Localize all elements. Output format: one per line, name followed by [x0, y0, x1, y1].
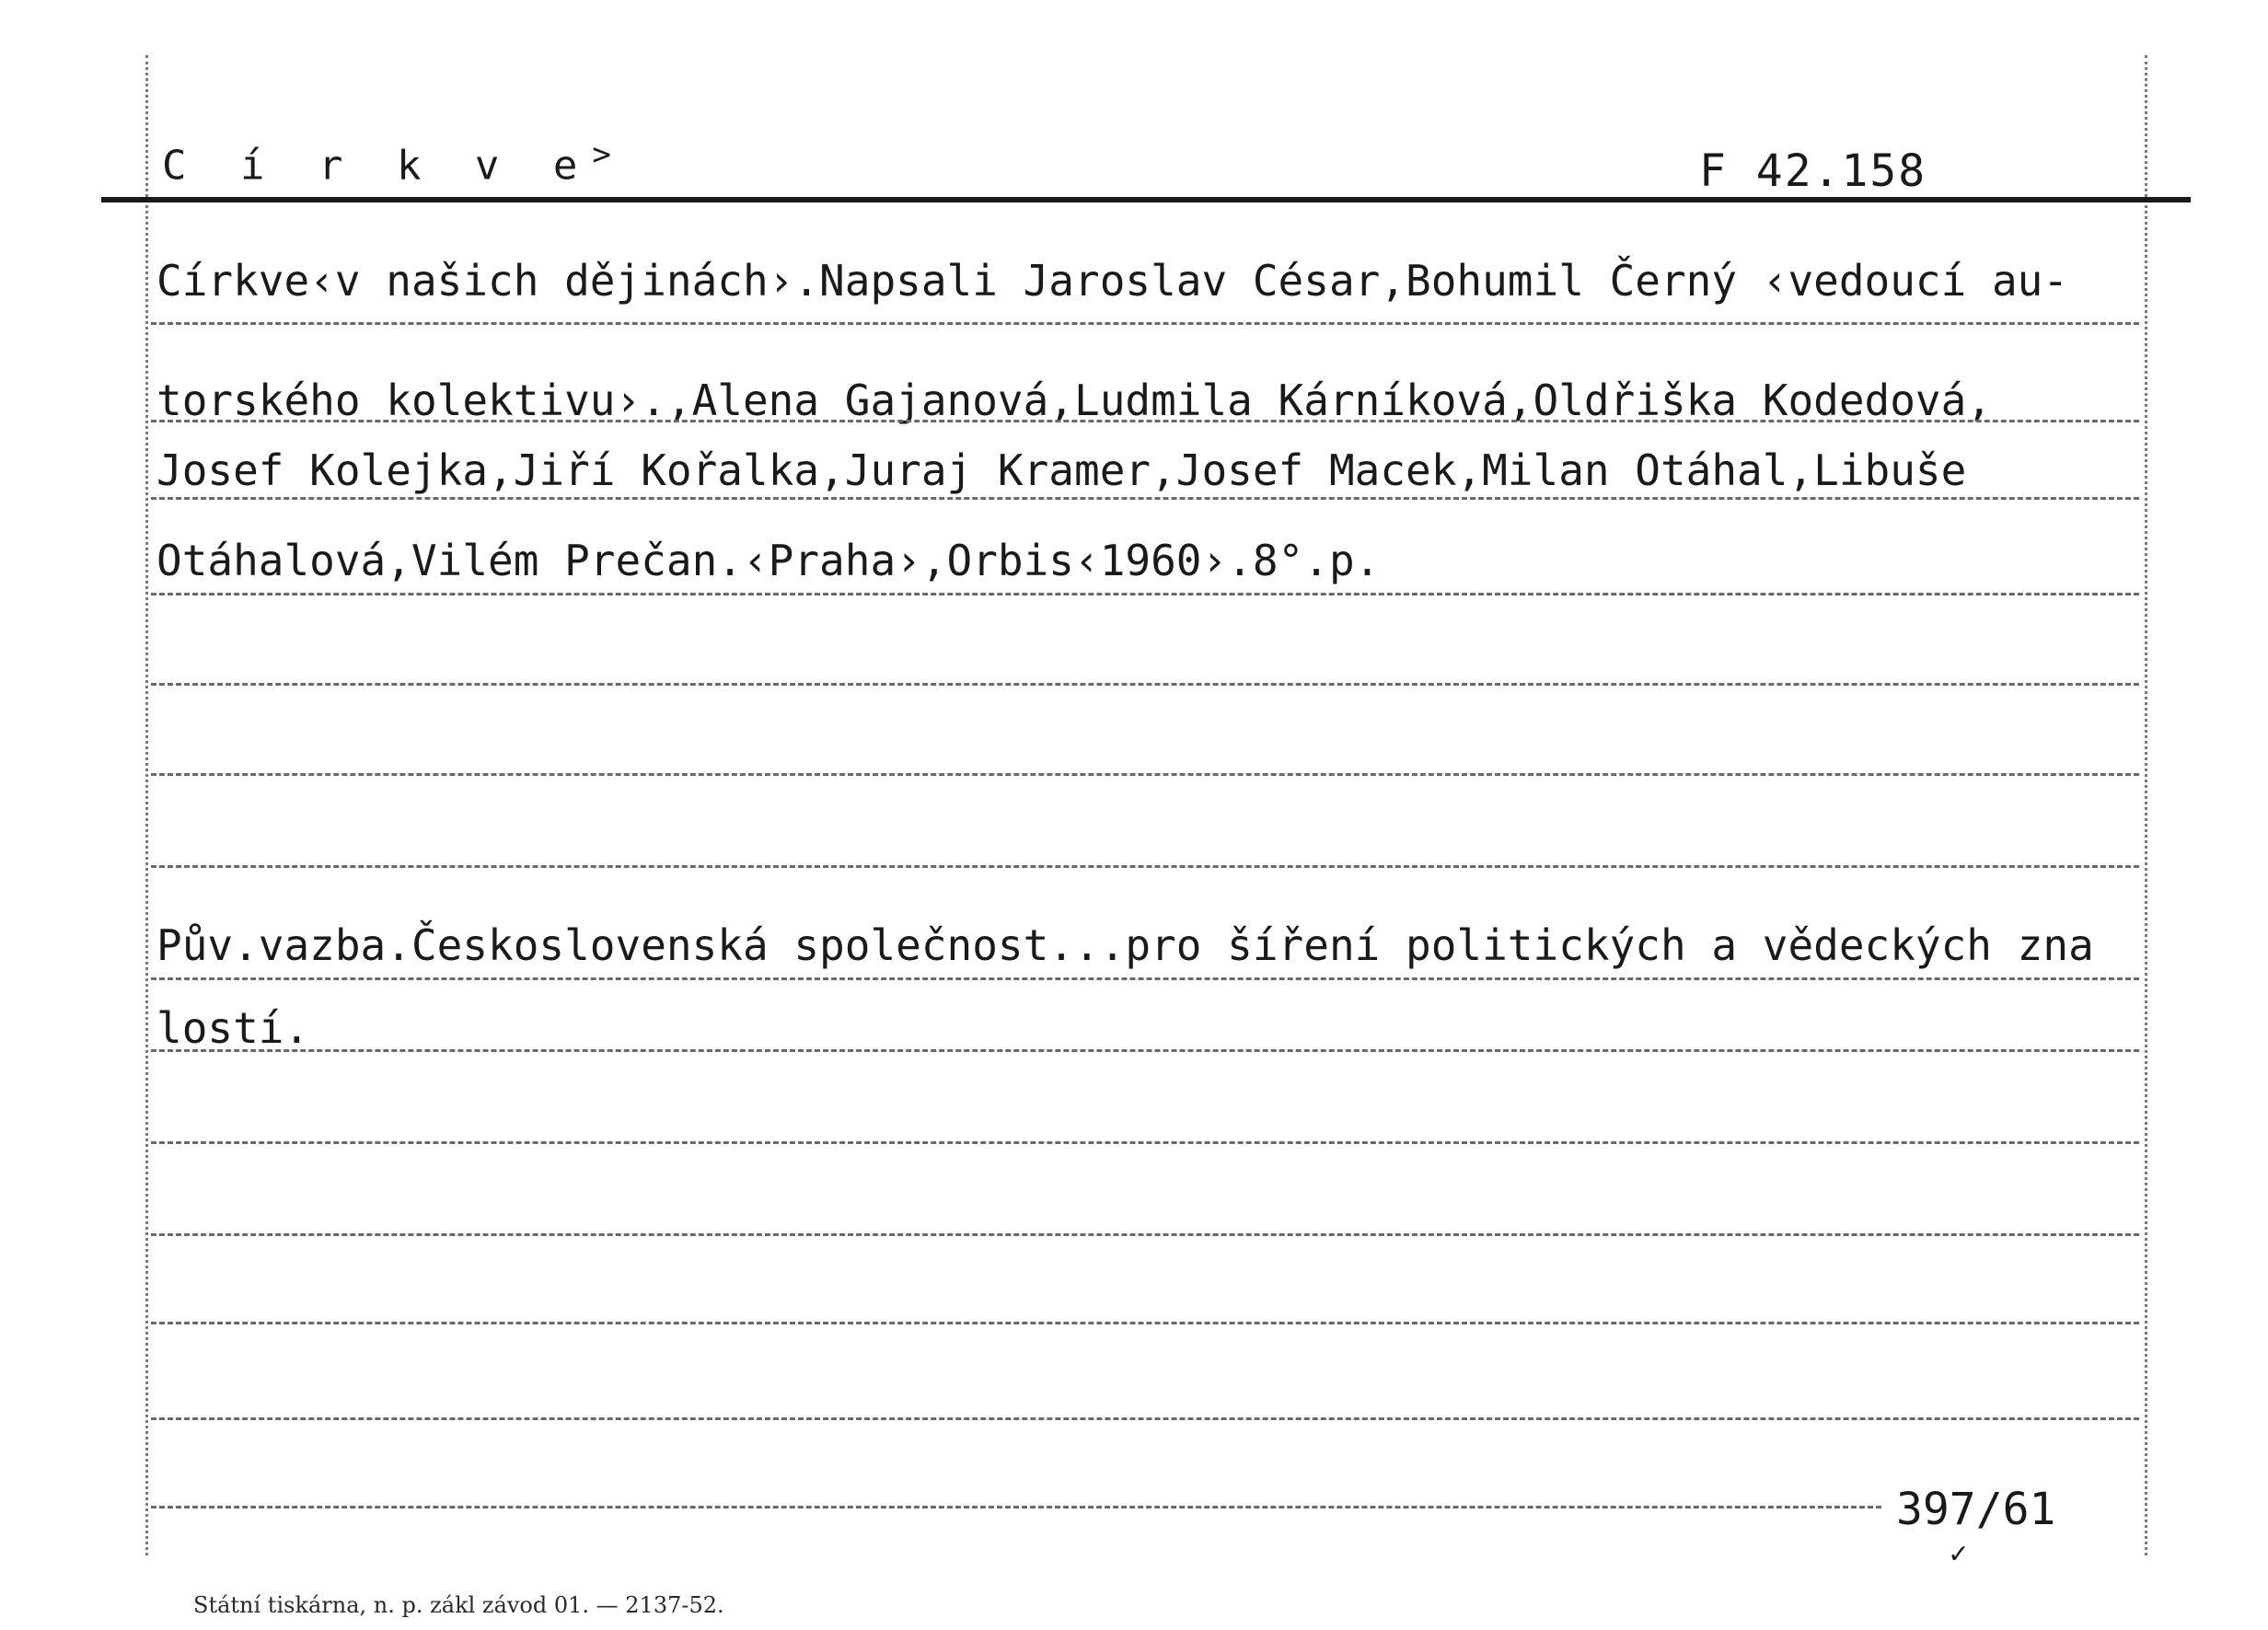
entry-line-4: Otáhalová,Vilém Prečan.‹Praha›,Orbis‹1960›.8°.p.	[156, 536, 1381, 585]
accession-number: 397/61	[1896, 1484, 2056, 1535]
shelf-signature: F 42.158	[1699, 145, 1927, 197]
ruled-line	[151, 865, 2139, 868]
ruled-line	[151, 322, 2139, 325]
ruled-line	[151, 497, 2139, 500]
entry-line-5: Pův.vazba.Československá společnost...pro šíření politických a vědeckých zna	[156, 920, 2094, 970]
ruled-line	[151, 1417, 2139, 1420]
header-rule	[101, 197, 2191, 202]
heading-mark: >	[592, 136, 611, 173]
printer-imprint: Státní tiskárna, n. p. zákl závod 01. — 2137-52.	[193, 1592, 724, 1618]
entry-line-1: Církve‹v našich dějinách›.Napsali Jaroslav César,Bohumil Černý ‹vedoucí au-	[156, 256, 2069, 306]
right-margin-rule	[2145, 55, 2147, 1555]
card-heading	[162, 136, 611, 190]
ruled-line	[151, 773, 2139, 776]
ruled-line	[151, 420, 2139, 422]
ruled-line	[151, 1506, 1881, 1509]
entry-line-3: Josef Kolejka,Jiří Kořalka,Juraj Kramer,Josef Macek,Milan Otáhal,Libuše	[156, 445, 1967, 495]
check-mark-icon: ✓	[1950, 1535, 1968, 1570]
ruled-line	[151, 593, 2139, 595]
ruled-line	[151, 1141, 2139, 1144]
entry-line-2: torského kolektivu›.,Alena Gajanová,Ludmila Kárníková,Oldřiška Kodedová,	[156, 376, 1992, 425]
left-margin-rule	[145, 55, 148, 1555]
ruled-line	[151, 1049, 2139, 1052]
ruled-line	[151, 1322, 2139, 1324]
ruled-line	[151, 977, 2139, 980]
entry-line-6: lostí.	[156, 1003, 310, 1053]
ruled-line	[151, 683, 2139, 686]
heading-text: C í r k v e	[162, 142, 593, 190]
ruled-line	[151, 1233, 2139, 1236]
